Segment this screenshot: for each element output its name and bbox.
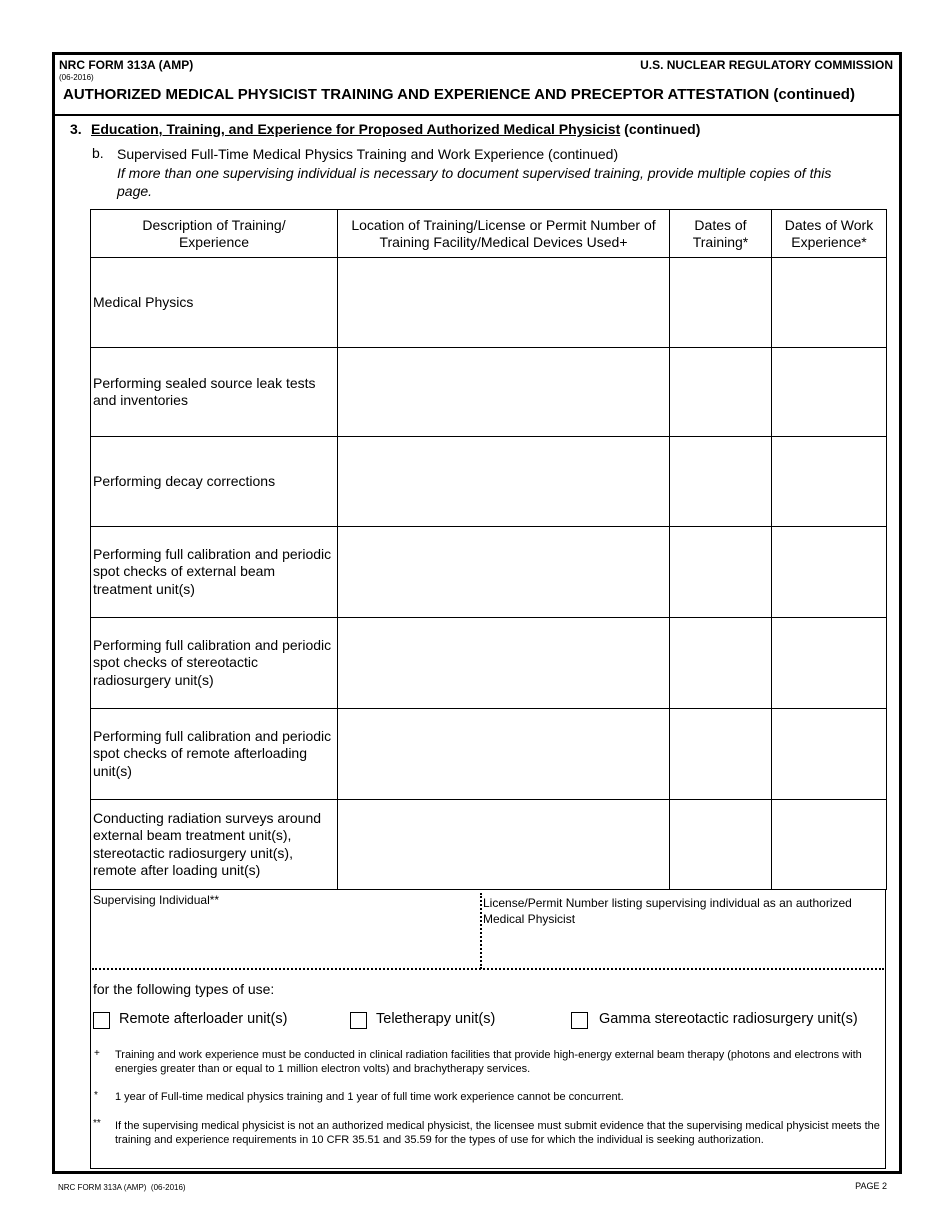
table-header-row [91,210,887,258]
row-description: Medical Physics [91,258,338,348]
footer-form-id: NRC FORM 313A (AMP) (06-2016) [58,1183,186,1192]
table-row [91,800,887,890]
row-description: Performing full calibration and periodic spot checks of external beam treatment unit(s) [91,527,338,618]
footnote-mark: * [94,1090,98,1101]
location-cell[interactable] [338,800,670,890]
footnote-mark: ** [93,1118,101,1129]
section-title-suffix: (continued) [624,121,701,137]
row-description: Performing full calibration and periodic spot checks of remote afterloading unit(s) [91,709,338,800]
subsection-title: Supervised Full-Time Medical Physics Training and Work Experience (continued) [117,146,619,162]
row-description: Performing full calibration and periodic spot checks of stereotactic radiosurgery unit(s) [91,618,338,709]
section-title [91,121,700,137]
footnote-text: 1 year of Full-time medical physics training and 1 year of full time work experience cannot be concurrent. [115,1091,624,1103]
row-description: Performing sealed source leak tests and inventories [91,348,338,437]
footnote-mark: + [94,1048,100,1059]
header-divider [52,114,902,116]
form-revision: (06-2016) [59,73,94,82]
work-dates-cell[interactable] [772,437,887,527]
work-dates-cell[interactable] [772,709,887,800]
supervisor-divider-horizontal [92,968,884,970]
supervisor-divider-vertical [480,893,482,969]
gamma-stereotactic-checkbox[interactable] [571,1012,588,1029]
section-number: 3. [70,121,82,137]
work-dates-cell[interactable] [772,348,887,437]
training-dates-cell[interactable] [670,527,772,618]
location-cell[interactable] [338,258,670,348]
license-number-field[interactable] [484,930,882,964]
training-dates-cell[interactable] [670,258,772,348]
supervisor-field[interactable] [93,912,473,964]
table-row [91,618,887,709]
uses-label: for the following types of use: [93,981,275,997]
row-description: Performing decay corrections [91,437,338,527]
location-cell[interactable] [338,437,670,527]
remote-afterloader-label: Remote afterloader unit(s) [119,1011,288,1027]
subsection-note: If more than one supervising individual is necessary to document supervised training, provide multiple copies of this page. [117,165,832,199]
row-description: Conducting radiation surveys around external beam treatment unit(s), stereotactic radiosurgery unit(s), remote after loading unit(s) [91,800,338,890]
supervisor-label: Supervising Individual** [93,893,220,907]
training-dates-cell[interactable] [670,800,772,890]
table-row [91,348,887,437]
section-title-text: Education, Training, and Experience for Proposed Authorized Medical Physicist [91,121,621,137]
agency-name: U.S. NUCLEAR REGULATORY COMMISSION [640,58,893,72]
col-header-description: Description of Training/ Experience [91,210,338,258]
teletherapy-label: Teletherapy unit(s) [376,1011,496,1027]
work-dates-cell[interactable] [772,258,887,348]
work-dates-cell[interactable] [772,618,887,709]
training-table [90,209,887,890]
col-header-training-dates: Dates of Training* [670,210,772,258]
page-number: PAGE 2 [855,1181,887,1191]
form-title: AUTHORIZED MEDICAL PHYSICIST TRAINING AND EXPERIENCE AND PRECEPTOR ATTESTATION (continued) [63,86,855,103]
work-dates-cell[interactable] [772,527,887,618]
teletherapy-checkbox[interactable] [350,1012,367,1029]
col-header-work-dates: Dates of Work Experience* [772,210,887,258]
license-number-label: License/Permit Number listing supervising individual as an authorized Medical Physicist [483,896,852,926]
table-row [91,527,887,618]
table-row [91,709,887,800]
location-cell[interactable] [338,709,670,800]
table-row [91,258,887,348]
training-dates-cell[interactable] [670,348,772,437]
footnote-text: If the supervising medical physicist is not an authorized medical physicist, the licensee must submit evidence that the supervising medical physicist meets the training and experience requirements in 10 CFR 35.51 and 35.59 for the types of use for which the individual is seeking authorization. [115,1120,880,1146]
location-cell[interactable] [338,527,670,618]
gamma-stereotactic-label: Gamma stereotactic radiosurgery unit(s) [599,1011,858,1027]
training-dates-cell[interactable] [670,618,772,709]
location-cell[interactable] [338,618,670,709]
subsection-letter: b. [92,145,104,161]
col-header-location: Location of Training/License or Permit Number of Training Facility/Medical Devices Used+ [338,210,670,258]
training-dates-cell[interactable] [670,709,772,800]
form-id: NRC FORM 313A (AMP) [59,58,194,72]
work-dates-cell[interactable] [772,800,887,890]
footnote-text: Training and work experience must be conducted in clinical radiation facilities that provide high-energy external beam therapy (photons and electrons with energies greater than or equal to 1 million electron volts) and brachytherapy services. [115,1049,862,1075]
training-dates-cell[interactable] [670,437,772,527]
remote-afterloader-checkbox[interactable] [93,1012,110,1029]
table-row [91,437,887,527]
location-cell[interactable] [338,348,670,437]
